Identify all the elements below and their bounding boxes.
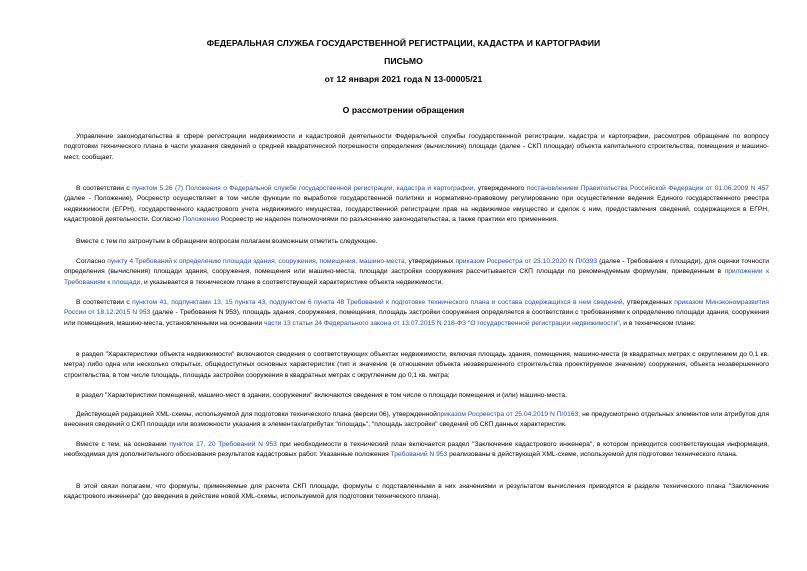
text-fragment: при необходимости в технический план включается раздел "Заключение кадастрового инженера", в котором приводится соответствующая информация, необходимая для дополнительного обоснования результатов кадастровых работ. Указанные положения xyxy=(64,441,769,459)
link-requirements-953[interactable]: Требований N 953 xyxy=(390,451,448,459)
link-order-p0163[interactable]: приказом Росреестра от 25.04.2019 N П/0163 xyxy=(436,411,579,418)
link-order-p0393[interactable]: приказом Росреестра от 23.10.2020 N П/0393 xyxy=(455,258,598,265)
paragraph-6: в раздел "Характеристики объекта недвижимости" включаются сведения о соответствующих объектах недвижимости, включая площадь здания, помещения, машино-места (в квадратных метрах с округлением до 0,1 кв. метра) либо одна или несколько открытых, общедоступных основных характеристик (тип и значение (в отношении объекта незавершенного строительства проектируемое значение) сооружения, объекта незавершенного строительства, в том числе площадь, площадь застройки сооружения в квадратных метрах с округлением до 0,1 кв. метра; xyxy=(64,351,769,379)
text-fragment: , утвержденных xyxy=(404,258,456,265)
text-fragment: (далее - Требования к площади), для оценки точности определения (вычисления) площади здания, сооружения, помещения или машино-места, площади застройки сооружения рассчитывается СКП площади по рекомендуемым формулам, приведенным в xyxy=(64,258,770,276)
link-government-decree-457[interactable]: постановлением Правительства Российской Федерации от 01.06.2009 N 457 xyxy=(526,185,770,192)
link-regulation[interactable]: Положению xyxy=(182,216,220,224)
paragraph-3: Вместе с тем по затронутым в обращении вопросам полагаем возможным отметить следующее. xyxy=(76,238,378,245)
paragraph-7: в раздел "Характеристики помещений, машино-мест в здании, сооружении" включаются сведения в том числе о площади помещения и (или) машино-места. xyxy=(76,392,567,399)
link-tech-plan-requirements[interactable]: пунктом 41, подпунктами 13, 15 пункта 43, подпунктом 6 пункта 48 Требований к подготовке технического плана и состава содержащихся в нем сведений xyxy=(132,299,623,306)
agency-title: ФЕДЕРАЛЬНАЯ СЛУЖБА ГОСУДАРСТВЕННОЙ РЕГИСТРАЦИИ, КАДАСТРА И КАРТОГРАФИИ xyxy=(206,38,601,48)
paragraph-4 xyxy=(64,257,769,288)
link-regulation-5-26[interactable]: пунктом 5.26 (7) Положения о Федеральной службе государственной регистрации, кадастра и картографии xyxy=(132,185,474,192)
paragraph-10: В этой связи полагаем, что формулы, применяемые для расчета СКП площади, формулы с подставленными в них значениями и результатом вычисления приводятся в разделе технического плана "Заключение кадастрового инженера" (до введения в действие новой XML-схемы, используемой для подготовки технического плана). xyxy=(64,483,769,501)
text-fragment: Действующей редакцией XML-схемы, используемой для подготовки технического плана (версии 06), утвержденной xyxy=(76,411,437,418)
text-fragment: Вместе с тем, на основании xyxy=(76,441,170,448)
link-federal-law-218[interactable]: части 13 статьи 24 Федерального закона от 13.07.2015 N 218-ФЗ "О государственной регистрации недвижимости" xyxy=(264,319,620,327)
link-area-requirements-p4[interactable]: пункту 4 Требований к определению площади здания, сооружения, помещения, машино-места xyxy=(107,258,405,265)
text-fragment: , и указывается в техническом плане в соответствующей характеристике объекта недвижимости. xyxy=(140,278,444,286)
document-date-number: от 12 января 2021 года N 13-00005/21 xyxy=(324,74,483,84)
paragraph-8 xyxy=(64,410,769,431)
link-area-requirements-appendix[interactable]: приложении к Требованиям к площади xyxy=(64,268,770,286)
text-fragment: , утвержденных xyxy=(622,299,675,306)
text-fragment: Согласно xyxy=(76,258,108,265)
document-type: ПИСЬМО xyxy=(384,56,423,66)
text-fragment: (далее - Требования N 953), площадь здания, сооружения, помещения, площадь застройки сооружения определяется в соответствии с требованиями к определению площади здания, сооружения или помещения, машино-места, установленными на основании xyxy=(64,309,769,327)
paragraph-5 xyxy=(64,298,769,329)
text-fragment: Росреестр не наделен полномочиями по разъяснению законодательства, а также практики его применения. xyxy=(219,216,559,224)
text-fragment: В соответствии с xyxy=(76,299,133,306)
paragraph-1: Управление законодательства в сфере регистрации недвижимости и кадастровой деятельности Федеральной службы государственной регистрации, кадастра и картографии, рассмотрев обращение по вопросу подготовки технического плана в части указания сведений о средней квадратической погрешности определения (вычисления) площади (далее - СКП площади) объекта капитального строительства, помещения и машино-мест, сообщает. xyxy=(64,133,769,161)
text-fragment: реализованы в действующей XML-схеме, используемой для подготовки технического плана. xyxy=(447,451,738,459)
link-order-953[interactable]: приказом Минэкономразвития России от 18.12.2015 N 953 xyxy=(64,299,770,317)
text-fragment: , и в техническом плане: xyxy=(619,319,696,327)
link-items-17-20[interactable]: пунктов 17, 20 Требований N 953 xyxy=(169,441,277,448)
paragraph-9 xyxy=(64,440,769,461)
document-subject: О рассмотрении обращения xyxy=(342,105,465,115)
text-fragment: В соответствии с xyxy=(76,185,133,192)
text-fragment: , не предусмотрено отдельных элементов или атрибутов для внесения сведений о СКП площади или возможности указания в элементах/атрибутах "площадь", "площадь застройки" сведений об СКП данных характеристик. xyxy=(64,411,769,429)
text-fragment: , утвержденного xyxy=(473,185,527,192)
text-fragment: (далее - Положение), Росреестр осуществляет в том числе функции по выработке государственной политики и нормативно-правовому регулированию при осуществлении ведения Единого государственного реестра недвижимости (ЕГРН), государственного кадастрового учета недвижимого имущества, государственной регистрации прав на недвижимое имущество и сделок с ним, предоставления сведений, содержащихся в ЕГРН, кадастровой деятельности. Согласно xyxy=(64,195,769,224)
paragraph-2 xyxy=(64,184,769,225)
